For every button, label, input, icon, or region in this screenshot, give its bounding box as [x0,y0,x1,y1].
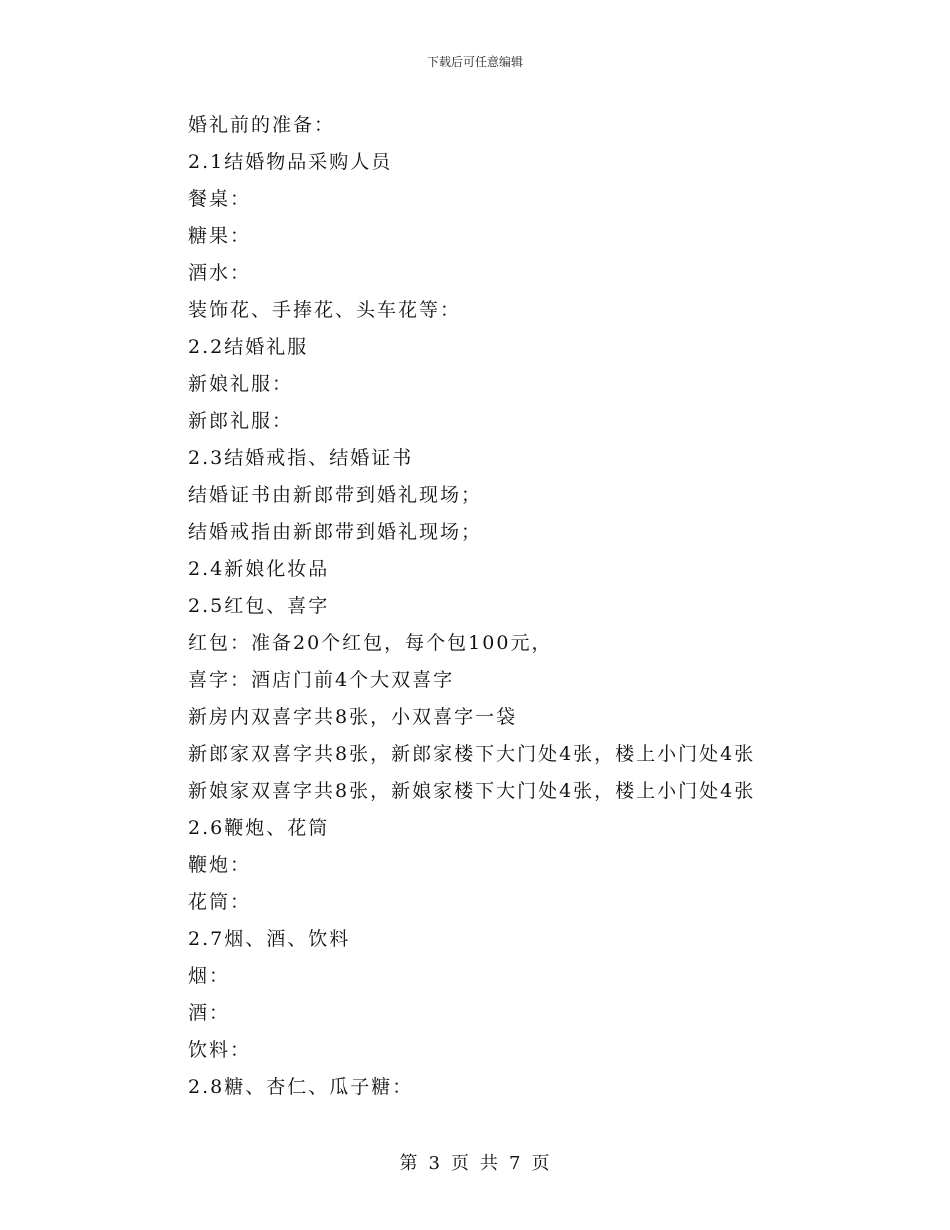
document-line: 酒水： [188,262,252,284]
document-line: 新娘家双喜字共8张，新娘家楼下大门处4张，楼上小门处4张 [188,780,756,802]
document-line: 糖果： [188,225,252,247]
document-line: 装饰花、手捧花、头车花等： [188,299,462,321]
footer-total-label: 共 [480,1153,499,1174]
document-line: 红包：准备20个红包，每个包100元， [188,632,553,654]
section-heading: 2.5红包、喜字 [188,595,330,617]
section-heading: 2.3结婚戒指、结婚证书 [188,447,414,469]
section-heading: 2.6鞭炮、花筒 [188,817,330,839]
document-line: 婚礼前的准备： [188,114,336,136]
section-heading: 2.1结婚物品采购人员 [188,151,393,173]
section-heading: 2.2结婚礼服 [188,336,309,358]
section-heading: 2.8糖、杏仁、瓜子糖： [188,1076,414,1098]
section-heading: 2.7烟、酒、饮料 [188,928,351,950]
document-line: 花筒： [188,891,252,913]
footer-total-pages: 7 [509,1153,522,1174]
document-line: 鞭炮： [188,854,252,876]
header-note: 下载后可任意编辑 [426,55,523,69]
document-line: 烟： [188,965,231,987]
document-line: 结婚证书由新郎带到婚礼现场； [188,484,483,506]
section-heading: 2.4新娘化妆品 [188,558,330,580]
document-line: 喜字：酒店门前4个大双喜字 [188,669,455,691]
document-line: 结婚戒指由新郎带到婚礼现场； [188,521,483,543]
document-line: 新郎家双喜字共8张，新郎家楼下大门处4张，楼上小门处4张 [188,743,756,765]
document-line: 餐桌： [188,188,252,210]
document-line: 饮料： [188,1039,252,1061]
footer-page-unit: 页 [451,1153,470,1174]
footer-current-page: 3 [428,1153,441,1174]
footer-page-label: 第 [399,1153,419,1174]
document-line: 酒： [188,1002,231,1024]
footer-total-unit: 页 [531,1153,551,1174]
document-body [188,107,888,1106]
document-line: 新房内双喜字共8张，小双喜字一袋 [188,706,518,728]
document-line: 新娘礼服： [188,373,294,395]
page-footer [0,1152,950,1176]
document-line: 新郎礼服： [188,410,294,432]
